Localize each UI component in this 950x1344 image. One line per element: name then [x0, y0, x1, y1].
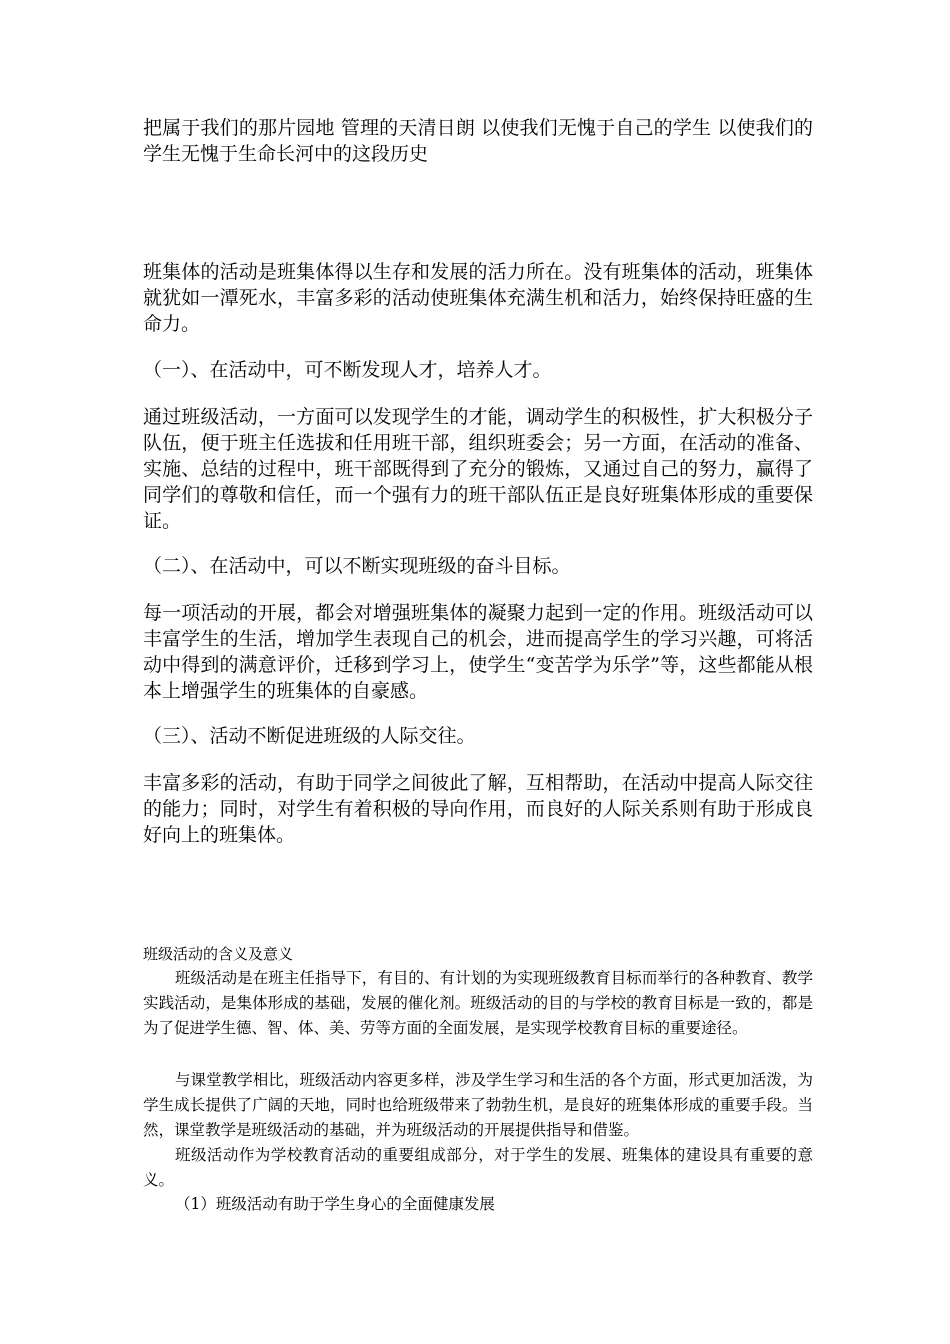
section-paragraph-significance: 班级活动作为学校教育活动的重要组成部分，对于学生的发展、班集体的建设具有重要的意义。 — [143, 1146, 813, 1189]
heading-three: （三）、活动不断促进班级的人际交往。 — [143, 725, 476, 747]
paragraph-achieve-goals: 每一项活动的开展，都会对增强班集体的凝聚力起到一定的作用。班级活动可以丰富学生的生活，增加学生表现自己的机会，进而提高学生的学习兴趣，可将活动中得到的满意评价，迁移到学习上，使学生“变苦学为乐学”等，这些都能从根本上增强学生的班集体的自豪感。 — [143, 602, 813, 702]
paragraph-activity-vitality: 班集体的活动是班集体得以生存和发展的活力所在。没有班集体的活动，班集体就犹如一潭死水，丰富多彩的活动使班集体充满生机和活力，始终保持旺盛的生命力。 — [143, 261, 813, 335]
paragraph-discover-talent: 通过班级活动，一方面可以发现学生的才能，调动学生的积极性，扩大积极分子队伍，便于班主任选拔和任用班干部，组织班委会；另一方面，在活动的准备、实施、总结的过程中，班干部既得到了充分的锻炼，又通过自己的努力，赢得了同学们的尊敬和信任，而一个强有力的班干部队伍正是良好班集体形成的重要保证。 — [143, 406, 813, 532]
heading-two: （二）、在活动中，可以不断实现班级的奋斗目标。 — [143, 555, 571, 577]
paragraph-interpersonal: 丰富多彩的活动，有助于同学之间彼此了解，互相帮助，在活动中提高人际交往的能力；同时，对学生有着积极的导向作用，而良好的人际关系则有助于形成良好向上的班集体。 — [143, 772, 813, 846]
section-title: 班级活动的含义及意义 — [143, 945, 294, 963]
section-paragraph-definition: 班级活动是在班主任指导下，有目的、有计划的为实现班级教育目标而举行的各种教育、教学实践活动，是集体形成的基础，发展的催化剂。班级活动的目的与学校的教育目标是一致的，都是为了促进学生德、智、体、美、劳等方面的全面发展，是实现学校教育目标的重要途径。 — [143, 969, 813, 1037]
heading-one: （一）、在活动中，可不断发现人才，培养人才。 — [143, 359, 552, 381]
section-list-item-1: （1）班级活动有助于学生身心的全面健康发展 — [175, 1195, 495, 1213]
intro-paragraph: 把属于我们的那片园地 管理的天清日朗 以使我们无愧于自己的学生 以使我们的学生无愧于生命长河中的这段历史 — [143, 117, 813, 165]
section-paragraph-comparison: 与课堂教学相比，班级活动内容更多样，涉及学生学习和生活的各个方面，形式更加活泼，为学生成长提供了广阔的天地，同时也给班级带来了勃勃生机，是良好的班集体形成的重要手段。当然，课堂教学是班级活动的基础，并为班级活动的开展提供指导和借鉴。 — [143, 1071, 813, 1139]
